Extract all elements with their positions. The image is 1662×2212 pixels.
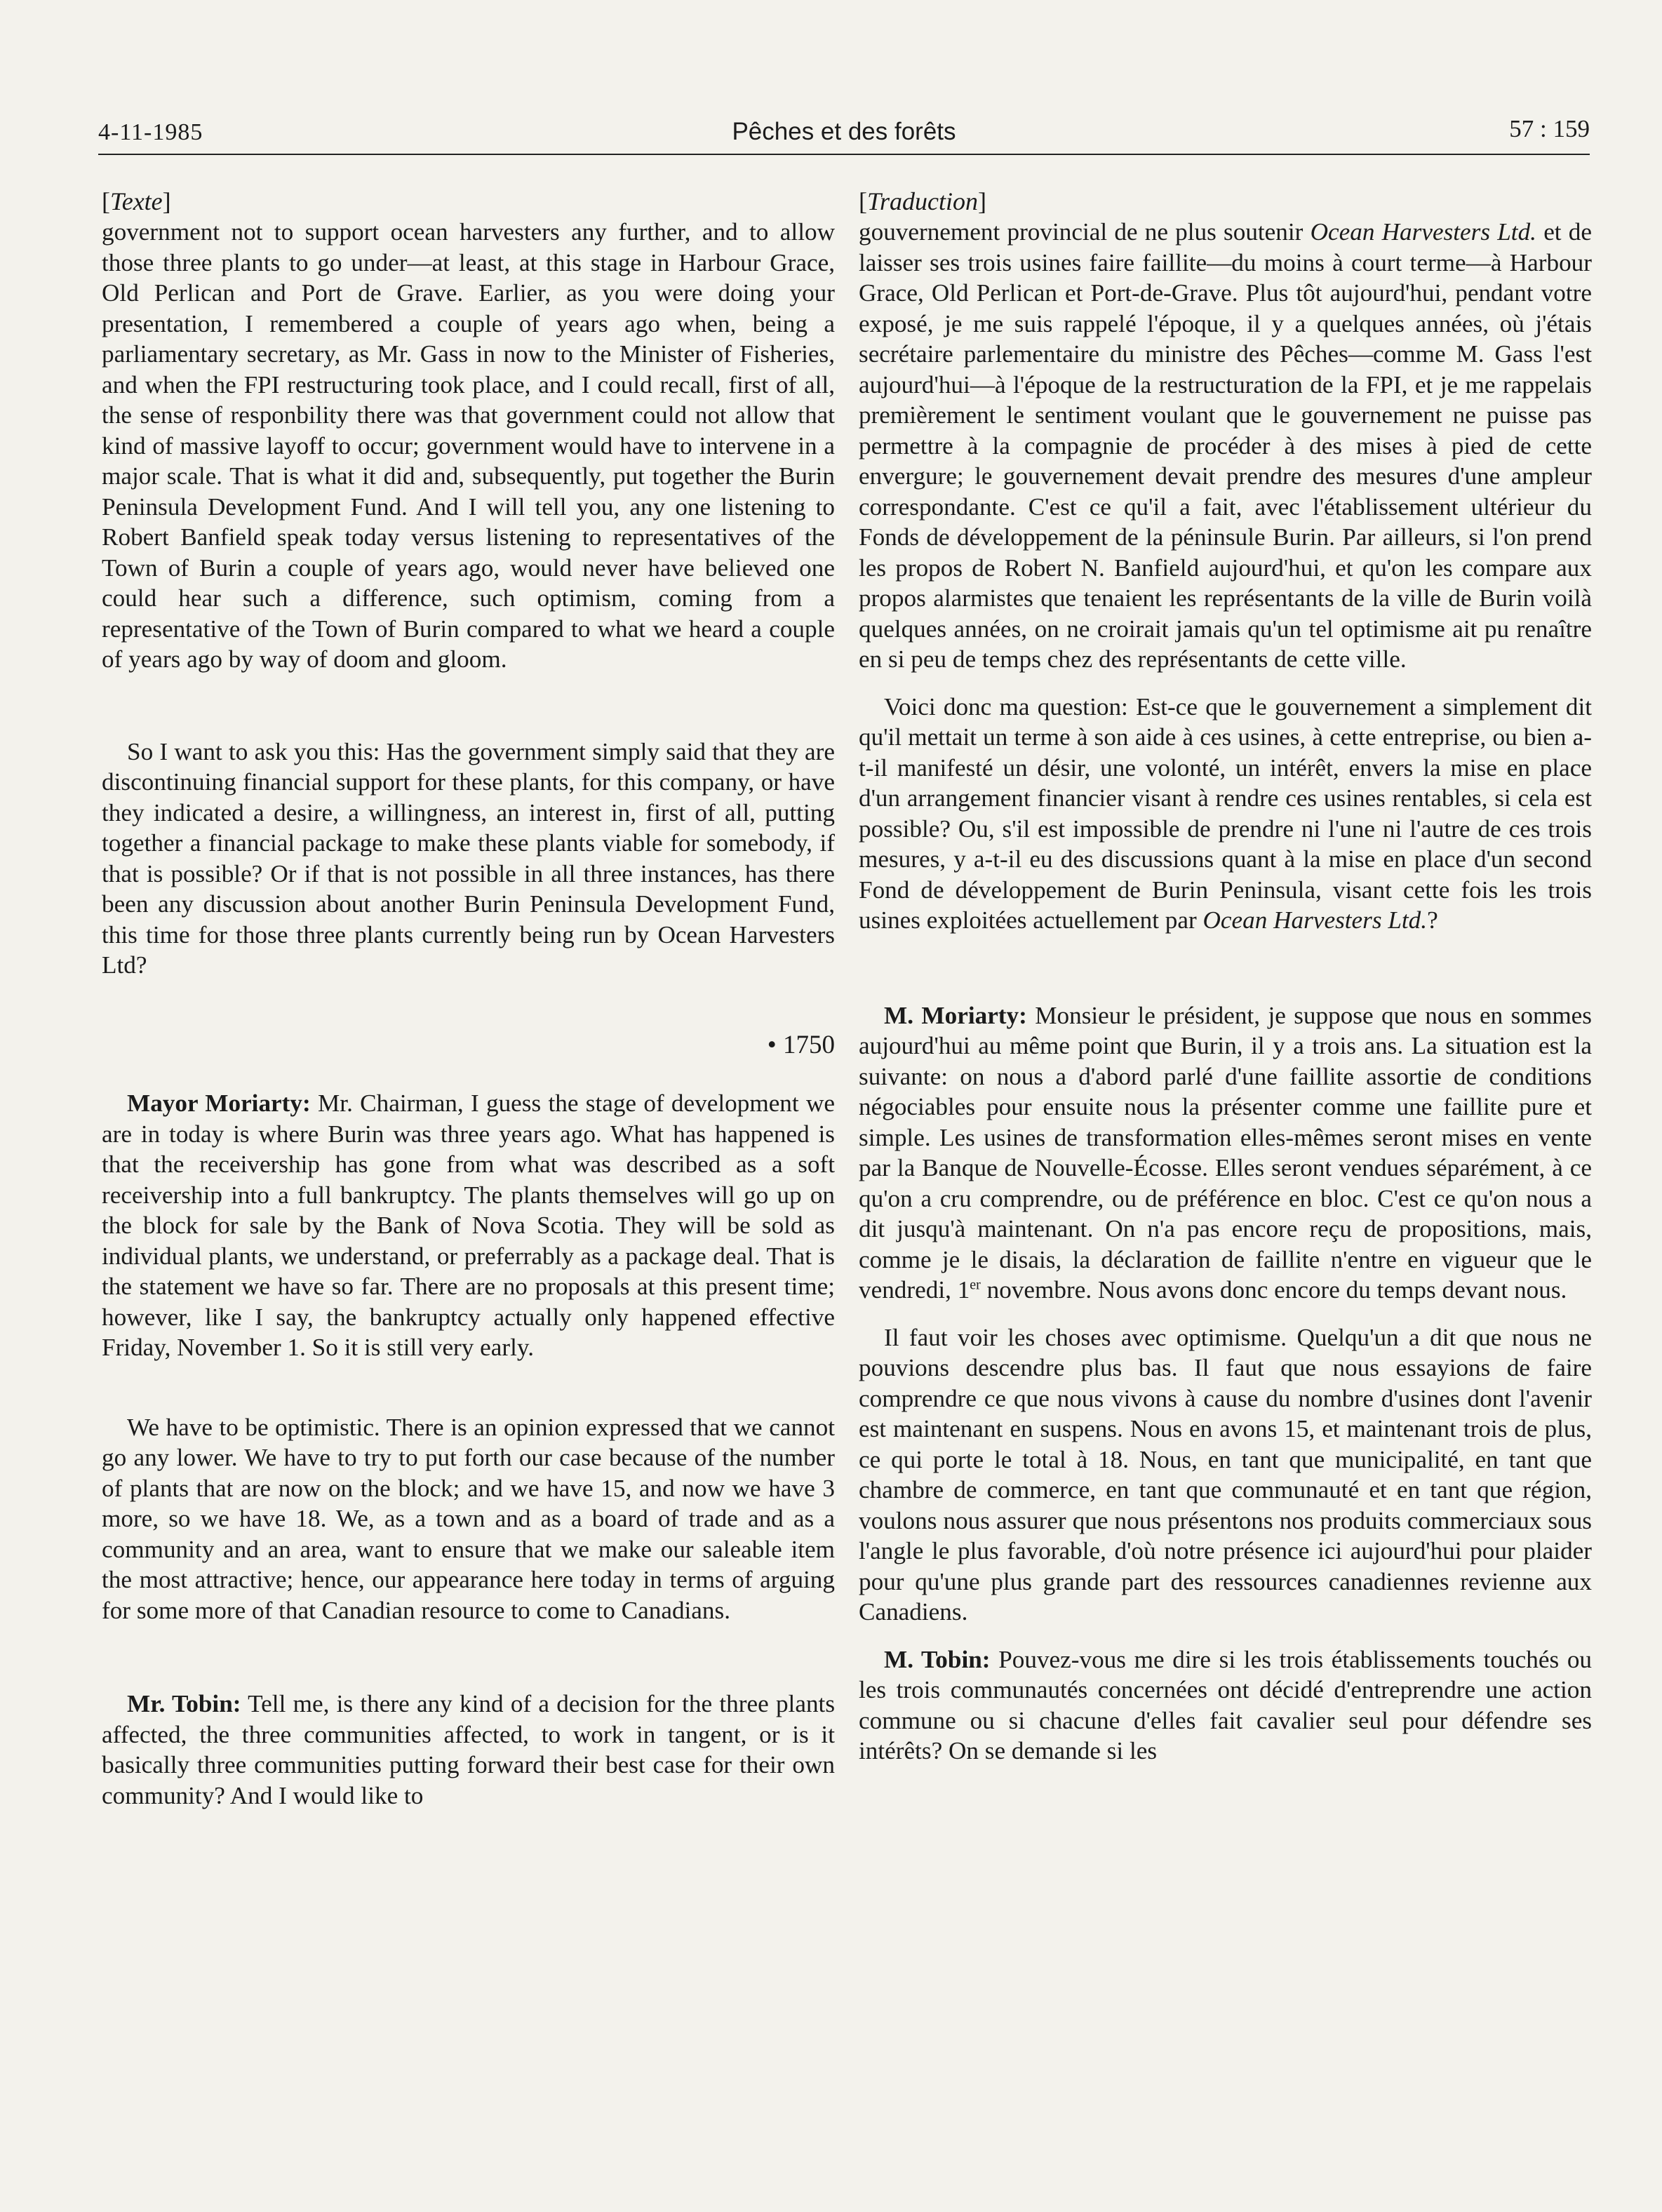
paragraph-5-fr: M. Tobin: Pouvez-vous me dire si les trois établissements touchés ou les trois communautés concernées ont décidé d'entreprendre une action commune ou si chacune d'elles fait cavalier seul pour défendre ses intérêts? On se demande si les — [859, 1645, 1593, 1764]
paragraph-3: Mayor Moriarty: Mr. Chairman, I guess the stage of development we are in today is where Burin was three years ago. What has happened is that the receivership has gone from what was described as a soft receivership into a full bankruptcy. The plants themselves will go up on the block for sale by the Bank of Nova Scotia. They will be sold as individual plants, we understand, or preferrably as a package deal. That is the statement we have so far. There are no proposals at this present time; however, like I say, the bankruptcy actually only happened effective Friday, November 1. So it is still very early. — [102, 1090, 835, 1361]
language-label-texte: [Texte] — [102, 187, 171, 215]
time-marker: • 1750 — [767, 1030, 835, 1059]
speaker-m-moriarty: M. Moriarty: — [884, 1001, 1027, 1029]
header-title: Pêches et des forêts — [732, 118, 956, 145]
speaker-mayor-moriarty: Mayor Moriarty: — [127, 1090, 311, 1117]
header-rule — [98, 154, 1590, 155]
speaker-mr-tobin: Mr. Tobin: — [127, 1690, 241, 1717]
page-number: 57 : 159 — [1509, 115, 1590, 142]
paragraph-5: Mr. Tobin: Tell me, is there any kind of a decision for the three plants affected, the three communities affected, to work in tangent, or is it basically three communities putting forward their best case for their own community? And I would like to — [102, 1690, 836, 1809]
speaker-m-tobin: M. Tobin: — [884, 1645, 991, 1673]
paragraph-4: We have to be optimistic. There is an opinion expressed that we cannot go any lower. We have to try to put forth our case because of the number of plants that are now on the block; and we have 15, and now we have 3 more, so we have 18. We, as a town and as a board of trade and as a community and an area, want to ensure that we make our saleable item the most attractive; hence, our appearance here today in terms of arguing for some more of that Canadian resource to come to Canadians. — [102, 1413, 835, 1624]
english-column — [102, 186, 835, 1811]
language-label-traduction: [Traduction] — [859, 187, 987, 215]
header-date: 4-11-1985 — [98, 119, 203, 145]
paragraph-1: government not to support ocean harvesters any further, and to allow those three plants to go under—at least, at this stage in Harbour Grace, Old Perlican and Port de Grave. Earlier, as you were doing your presentation, I remembered a couple of years ago when, being a parliamentary secretary, as Mr. Gass in now to the Minister of Fisheries, and when the FPI restructuring took place, and I could recall, first of all, the sense of responbility there was that government could not allow that kind of massive layoff to occur; government would have to intervene in a major scale. That is what it did and, subsequently, put together the Burin Peninsula Development Fund. And I will tell you, any one listening to Robert Banfield speak today versus listening to representatives of the Town of Burin a couple of years ago, would never have believed one could hear such a difference, such optimism, coming from a representative of the Town of Burin compared to what we heard a couple of years ago by way of doom and gloom. — [102, 218, 835, 673]
paragraph-1-fr: gouvernement provincial de ne plus soutenir Ocean Harvesters Ltd. et de laisser ses trois usines faire faillite—du moins à court terme—à Harbour Grace, Old Perlican et Port-de-Grave. Plus tôt aujourd'hui, pendant votre exposé, je me suis rappelé l'époque, il y a quelques années, où j'étais secrétaire parlementaire du ministre des Pêches—comme M. Gass l'est aujourd'hui—à l'époque de la restructuration de la FPI, et je me rappelais premièrement le sentiment voulant que le gouvernement ne puisse pas permettre à la compagnie de procéder à des mises à pied de cette envergure; le gouvernement devait prendre des mesures d'une ampleur correspondante. C'est ce qu'il a fait, avec l'établissement ultérieur du Fonds de développement de la péninsule Burin. Par ailleurs, si l'on prend les propos de Robert N. Banfield aujourd'hui, et qu'on les compare aux propos alarmistes que tenaient les représentants de la ville de Burin voilà quelques années, on ne croirait jamais qu'un tel optimisme ait pu renaître en si peu de temps chez des représentants de cette ville. — [859, 218, 1592, 673]
paragraph-4-fr: Il faut voir les choses avec optimisme. Quelqu'un a dit que nous ne pouvions descendre plus bas. Il faut que nous essayions de faire comprendre ce que nous vivons à cause du nombre d'usines dont l'avenir est maintenant en suspens. Nous en avons 15, et maintenant trois de plus, ce qui porte le total à 18. Nous, en tant que municipalité, en tant que chambre de commerce, en tant que communauté et en tant que région, voulons nous assurer que nous présentons nos produits commerciaux sous l'angle le plus favorable, d'où notre présence ici aujourd'hui pour plaider pour qu'une plus grande part des ressources canadiennes revienne aux Canadiens. — [859, 1323, 1592, 1626]
paragraph-3-fr: M. Moriarty: Monsieur le président, je suppose que nous en sommes aujourd'hui au même point que Burin, il y a trois ans. La situation est la suivante: on nous a d'abord parlé d'une faillite assortie de conditions négociables pour ensuite nous la présenter comme une faillite pure et simple. Les usines de transformation elles-mêmes seront mises en vente par la Banque de Nouvelle-Écosse. Elles seront vendues séparément, à ce qu'on a cru comprendre, ou de préférence en bloc. C'est ce qu'on nous a dit jusqu'à maintenant. On n'a pas encore reçu de propositions, mais, comme je le disais, la déclaration de faillite n'entre en vigueur que le vendredi, 1er novembre. Nous avons donc encore du temps devant nous. — [859, 1001, 1592, 1303]
page-header — [98, 114, 1590, 157]
french-column — [859, 186, 1592, 1767]
paragraph-2-fr: Voici donc ma question: Est-ce que le gouvernement a simplement dit qu'il mettait un terme à son aide à ces usines, à cette entreprise, ou bien a-t-il manifesté un désir, une volonté, un intérêt, envers la mise en place d'un arrangement financier visant à rendre ces usines rentables, si cela est possible? Ou, s'il est impossible de prendre ni l'une ni l'autre de ces trois mesures, y a-t-il eu des discussions quant à la mise en place d'un second Fond de développement de Burin Peninsula, visant cette fois les trois usines exploitées actuellement par Ocean Harvesters Ltd.? — [859, 692, 1592, 934]
paragraph-2: So I want to ask you this: Has the government simply said that they are discontinuing financial support for these plants, for this company, or have they indicated a desire, a willingness, an interest in, first of all, putting together a financial package to make these plants viable for somebody, if that is possible? Or if that is not possible in all three instances, has there been any discussion about another Burin Peninsula Development Fund, this time for those three plants currently being run by Ocean Harvesters Ltd? — [102, 737, 835, 979]
